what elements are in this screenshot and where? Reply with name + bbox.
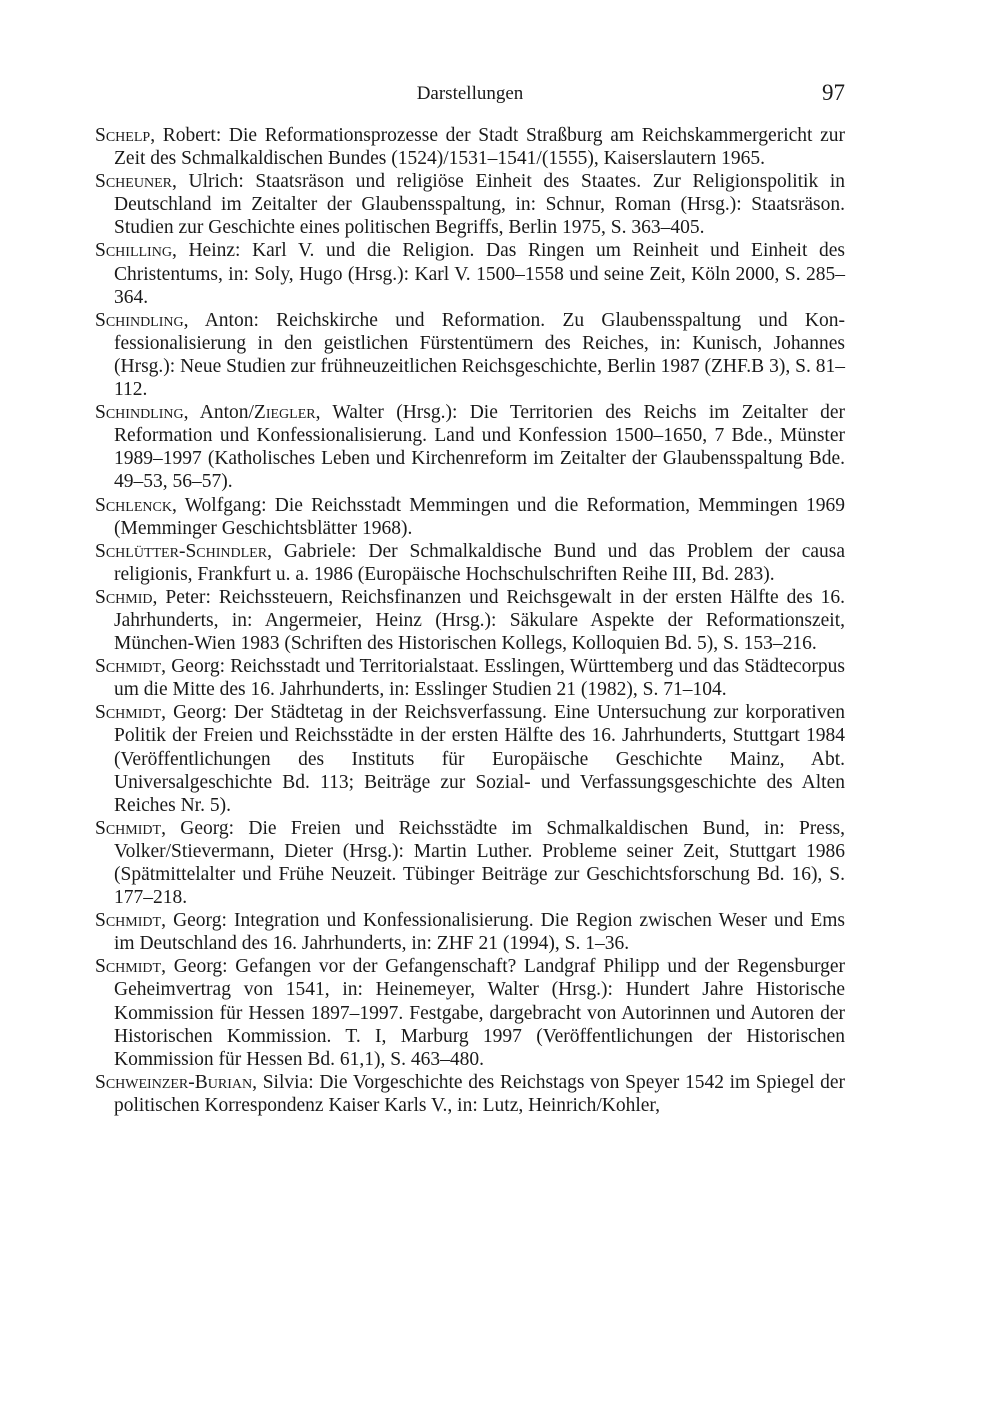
bibliography-entry: Schindling, Anton: Reichskirche und Reformation. Zu Glaubensspaltung und Konfessionalisierung in den geistlichen Fürstentümern des Reiches, in: Kunisch, Johannes (Hrsg.): Neue Studien zur frühneuzeitlichen Reichsgeschichte, Berlin 1987 (ZHF.B 3), S. 81–112. (95, 309, 845, 401)
entry-text: Die Reichsstadt Memmingen und die Reformation, Memmingen 1969 (Memminger Geschichtsblätter 1968). (114, 494, 846, 539)
author-surname: Schindling (95, 309, 184, 331)
page-number: 97 (822, 80, 845, 105)
bibliography-entry: Schmidt, Georg: Die Freien und Reichsstädte im Schmalkaldischen Bund, in: Press, Volker/Stievermann, Dieter (Hrsg.): Martin Luther. Probleme seiner Zeit, Stuttgart 1986 (Spätmittelalter und Frühe Neuzeit. Tübinger Beiträge zur Geschichtsforschung Bd. 16), S. 177–218. (95, 817, 846, 909)
author-given-name: Ulrich (188, 171, 239, 193)
entry-text: Karl V. und die Religion. Das Ringen um Reinheit und Einheit des Christentums, in: Soly, Hugo (Hrsg.): Karl V. 1500–1558 und seine Zeit, Köln 2000, S. 285–364. (114, 240, 845, 308)
bibliography-entry: Schelp, Robert: Die Reformationsprozesse der Stadt Straßburg am Reichskammergericht zur Zeit des Schmalkaldischen Bundes (1524)/1531–1541/(1555), Kaiserslautern 1965. (95, 125, 846, 170)
author-surname: Schmidt (95, 956, 162, 978)
author-surname: Schmid (95, 586, 153, 608)
author-given-name: Robert (162, 125, 216, 146)
bibliography-list (95, 124, 845, 1117)
author-surname: Schmidt (95, 910, 162, 932)
entry-text: Die Reformationsprozesse der Stadt Straßburg am Reichskammergericht zur Zeit des Schmalkaldischen Bundes (1524)/1531–1541/(1555), Kaiserslautern 1965. (114, 125, 846, 170)
bibliography-entry: Schlütter-Schindler, Gabriele: Der Schmalkaldische Bund und das Problem der causa religionis, Frankfurt u. a. 1986 (Europäische Hochschulschriften Reihe III, Bd. 283). (95, 540, 846, 585)
running-head (95, 80, 845, 110)
author-surname: Schmidt (95, 817, 162, 839)
running-title: Darstellungen (416, 83, 524, 104)
author-given-name: Silvia (262, 1071, 309, 1093)
author-given-name: Anton (204, 309, 254, 331)
author-given-name: Georg (180, 817, 229, 839)
author-given-name: Georg (171, 656, 220, 678)
author-surname: Schlütter-Schindler (95, 540, 268, 562)
bibliography-entry: Schmid, Peter: Reichssteuern, Reichsfinanzen und Reichsgewalt in der ersten Hälfte des 16. Jahrhunderts, in: Angermeier, Heinz (Hrsg.): Säkulare Aspekte der Reformationszeit, München-Wien 1983 (Schriften des Historischen Kollegs, Kolloquien Bd. 5), S. 153–216. (95, 586, 845, 655)
entry-text: Die Vorgeschichte des Reichstags von Speyer 1542 im Spiegel der politischen Korrespondenz Kaiser Karls V., in: Lutz, Heinrich/Kohler, (114, 1071, 846, 1116)
author-given-name: Gabriele (283, 540, 352, 562)
author-surname: Schweinzer-Burian (95, 1071, 253, 1093)
author-given-name: Heinz (188, 240, 236, 262)
entry-text: Reichskirche und Reformation. Zu Glaubensspaltung und Konfessionalisierung in den geistlichen Fürstentümern des Reiches, in: Kunisch, Johannes (Hrsg.): Neue Studien zur frühneuzeitlichen Reichsgeschichte, Berlin 1987 (ZHF.B 3), S. 81–112. (114, 309, 845, 401)
bibliography-entry: Schmidt, Georg: Der Städtetag in der Reichsverfassung. Eine Untersuchung zur korporativen Politik der Freien und Reichsstädte in der ersten Hälfte des 16. Jahrhunderts, Stuttgart 1984 (Veröffentlichungen des Instituts für Europäische Geschichte Mainz, Abt. Universalgeschichte Bd. 113; Beiträge zur Sozial- und Verfassungsgeschichte des Alten Reiches Nr. 5). (95, 702, 845, 816)
author-given-name: Walter (332, 402, 384, 424)
author-surname: Schindling (95, 402, 184, 424)
author-surname: Schelp (95, 125, 151, 146)
entry-text: Die Freien und Reichsstädte im Schmalkaldischen Bund, in: Press, Volker/Stievermann, Dieter (Hrsg.): Martin Luther. Probleme seiner Zeit, Stuttgart 1986 (Spätmittelalter und Frühe Neuzeit. Tübinger Beiträge zur Geschichtsforschung Bd. 16), S. 177–218. (114, 817, 846, 909)
entry-text: Der Städtetag in der Reichsverfassung. Eine Untersuchung zur korporativen Politik der Freien und Reichsstädte in der ersten Hälfte des 16. Jahrhunderts, Stuttgart 1984 (Veröffentlichungen des Instituts für Europäische Geschichte Mainz, Abt. Universalgeschichte Bd. 113; Beiträge zur Sozial- und Verfassungsgeschichte des Alten Reiches Nr. 5). (114, 702, 845, 816)
bibliography-entry: Schweinzer-Burian, Silvia: Die Vorgeschichte des Reichstags von Speyer 1542 im Spiegel der politischen Korrespondenz Kaiser Karls V., in: Lutz, Heinrich/Kohler, (95, 1071, 846, 1116)
entry-text: Staatsräson und religiöse Einheit des Staates. Zur Religionspolitik in Deutschland im Zeitalter der Glaubensspaltung, in: Schnur, Roman (Hrsg.): Staatsräson. Studien zur Geschichte eines politischen Begriffs, Berlin 1975, S. 363–405. (114, 171, 846, 239)
entry-text: (Hrsg.): Die Territorien des Reichs im Zeitalter der Reformation und Konfessionalisierung. Land und Konfession 1500–1650, 7 Bde., Münster 1989–1997 (Katholisches Leben und Kirchenreform im Zeitalter der Glaubensspaltung Bde. 49–53, 56–57). (114, 402, 846, 493)
entry-text: Der Schmalkaldische Bund und das Problem der causa religionis, Frankfurt u. a. 1986 (Europäische Hochschulschriften Reihe III, Bd. 283). (114, 540, 846, 585)
bibliography-entry: Schilling, Heinz: Karl V. und die Religion. Das Ringen um Reinheit und Einheit des Christentums, in: Soly, Hugo (Hrsg.): Karl V. 1500–1558 und seine Zeit, Köln 2000, S. 285–364. (95, 240, 845, 308)
author-given-name: Peter (165, 586, 206, 608)
author-given-name: Georg (173, 702, 222, 724)
bibliography-entry: Scheuner, Ulrich: Staatsräson und religiöse Einheit des Staates. Zur Religionspolitik in Deutschland im Zeitalter der Glaubensspaltung, in: Schnur, Roman (Hrsg.): Staatsräson. Studien zur Geschichte eines politischen Begriffs, Berlin 1975, S. 363–405. (95, 171, 846, 239)
author-surname: Schmidt (95, 656, 162, 678)
author-surname: Schmidt (95, 702, 162, 724)
entry-text: Gefangen vor der Gefangenschaft? Landgraf Philipp und der Regensburger Geheimvertrag von 1541, in: Heinemeyer, Walter (Hrsg.): Hundert Jahre Historische Kommission für Hessen 1897–1997. Festgabe, dargebracht von Autorinnen und Autoren der Historischen Kommission. T. I, Marburg 1997 (Veröffentlichungen der Historischen Kommission für Hessen Bd. 61,1), S. 463–480. (114, 956, 845, 1070)
bibliography-entry: Schindling, Anton/Ziegler, Walter (Hrsg.): Die Territorien des Reichs im Zeitalter der Reformation und Konfessionalisierung. Land und Konfession 1500–1650, 7 Bde., Münster 1989–1997 (Katholisches Leben und Kirchenreform im Zeitalter der Glaubensspaltung Bde. 49–53, 56–57). (95, 402, 846, 493)
author-surname: Schlenck (95, 494, 172, 516)
author-given-name: Georg (173, 956, 223, 978)
bibliography-entry: Schlenck, Wolfgang: Die Reichsstadt Memmingen und die Reformation, Memmingen 1969 (Memminger Geschichtsblätter 1968). (95, 494, 846, 539)
bibliography-entry: Schmidt, Georg: Reichsstadt und Territorialstaat. Esslingen, Württemberg und das Städtecorpus um die Mitte des 16. Jahrhunderts, in: Esslinger Studien 21 (1982), S. 71–104. (95, 656, 845, 701)
author-surname: Schilling (95, 240, 172, 262)
entry-text: Reichsstadt und Territorialstaat. Esslingen, Württemberg und das Städtecorpus um die Mitte des 16. Jahrhunderts, in: Esslinger Studien 21 (1982), S. 71–104. (114, 656, 845, 701)
author-given-name: Anton (199, 402, 249, 424)
entry-text: Integration und Konfessionalisierung. Die Region zwischen Weser und Ems im Deutschland des 16. Jahrhunderts, in: ZHF 21 (1994), S. 1–36. (114, 910, 846, 955)
bibliography-entry: Schmidt, Georg: Integration und Konfessionalisierung. Die Region zwischen Weser und Ems im Deutschland des 16. Jahrhunderts, in: ZHF 21 (1994), S. 1–36. (95, 910, 846, 955)
bibliography-entry: Schmidt, Georg: Gefangen vor der Gefangenschaft? Landgraf Philipp und der Regensburger Geheimvertrag von 1541, in: Heinemeyer, Walter (Hrsg.): Hundert Jahre Historische Kommission für Hessen 1897–1997. Festgabe, dargebracht von Autorinnen und Autoren der Historischen Kommission. T. I, Marburg 1997 (Veröffentlichungen der Historischen Kommission für Hessen Bd. 61,1), S. 463–480. (95, 956, 845, 1070)
author-surname: Ziegler (253, 402, 316, 424)
author-given-name: Wolfgang (184, 494, 262, 516)
author-given-name: Georg (173, 910, 222, 932)
entry-text: Reichssteuern, Reichsfinanzen und Reichsgewalt in der ersten Hälfte des 16. Jahrhunderts, in: Angermeier, Heinz (Hrsg.): Säkulare Aspekte der Reformationszeit, München-Wien 1983 (Schriften des Historischen Kollegs, Kolloquien Bd. 5), S. 153–216. (114, 586, 845, 655)
author-surname: Scheuner (95, 171, 172, 193)
